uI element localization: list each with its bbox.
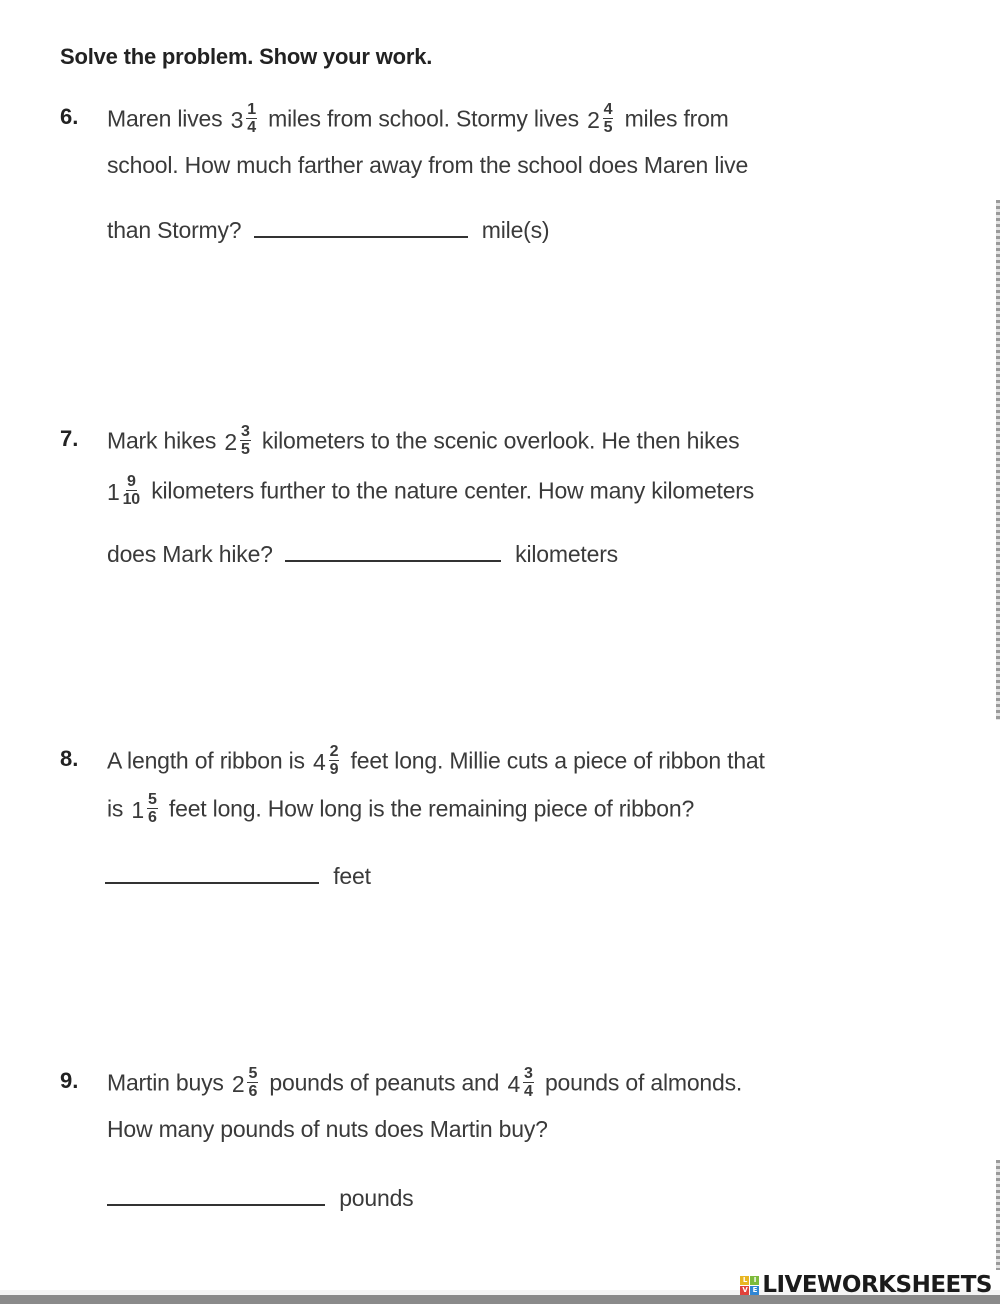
answer-line [105,862,371,890]
whole-part: 2 [587,107,600,133]
mixed-number [224,423,253,459]
problem-text-line [107,791,695,827]
brand-name: LIVEWORKSHEETS [762,1272,992,1298]
problem-number: 9. [60,1068,79,1093]
numerator: 5 [248,1065,258,1082]
fraction [240,424,251,457]
mixed-number [231,1065,261,1101]
numerator: 9 [126,473,136,490]
numerator: 3 [241,423,250,440]
fraction [247,1066,258,1099]
denominator: 9 [329,761,339,778]
problem-number: 7. [60,426,79,451]
problem-text: miles from school. Stormy lives [268,105,579,132]
answer-blank-9[interactable] [107,1184,325,1206]
whole-part: 1 [107,479,120,505]
mixed-number [107,473,143,509]
whole-part: 1 [131,797,145,823]
problem-text: A length of ribbon is [107,747,305,774]
denominator: 4 [247,119,256,136]
logo-letter: I [750,1276,759,1285]
answer-prompt: than Stormy? [107,217,242,243]
problem-number: 8. [60,746,79,771]
denominator: 6 [148,809,157,826]
problem-text-line [107,423,740,459]
logo-letter: V [740,1286,749,1295]
mixed-number [230,101,260,137]
numerator: 3 [524,1065,533,1082]
problem-text: kilometers to the scenic overlook. He then hikes [261,427,740,454]
problem-text-line [107,101,729,137]
denominator: 6 [248,1083,258,1100]
numerator: 2 [329,743,339,760]
page-edge-marks [996,200,1000,720]
answer-blank-6[interactable] [254,216,468,238]
mixed-number [587,101,616,137]
fraction [523,1066,534,1099]
numerator: 4 [603,101,613,118]
answer-line [107,1184,413,1212]
denominator: 5 [603,119,613,136]
problem-text-line [107,743,765,779]
fraction [123,474,140,507]
fraction [147,792,158,825]
problem-text: pounds of almonds. [544,1069,743,1096]
mixed-number [313,743,342,779]
answer-unit: mile(s) [481,217,550,243]
answer-prompt: does Mark hike? [107,541,273,567]
denominator: 4 [524,1083,533,1100]
mixed-number [131,791,160,827]
fraction [329,744,340,777]
problem-text: kilometers further to the nature center. How many kilometers [151,477,755,504]
problem-text: Maren lives [107,105,223,132]
page-edge-marks [996,1160,1000,1270]
answer-unit: kilometers [515,541,618,567]
problem-text: pounds of peanuts and [269,1069,500,1096]
logo-letter: L [740,1276,749,1285]
answer-line [107,216,549,244]
liveworksheets-logo[interactable] [740,1272,992,1298]
numerator: 5 [148,791,157,808]
logo-letter: E [750,1286,759,1295]
mixed-number [507,1065,536,1101]
instructions-heading: Solve the problem. Show your work. [60,44,433,69]
answer-blank-7[interactable] [285,540,501,562]
problem-text-line [105,473,755,509]
problem-text-line: How many pounds of nuts does Martin buy? [107,1116,548,1142]
fraction [246,102,257,135]
fraction [603,102,614,135]
problem-text: Martin buys [107,1069,224,1096]
answer-unit: feet [333,863,371,889]
problem-text-line: school. How much farther away from the school does Maren live [107,152,749,178]
denominator: 10 [122,491,140,508]
problem-text: Mark hikes [107,427,217,454]
whole-part: 2 [231,1071,245,1097]
answer-line [107,540,618,568]
problem-number: 6. [60,104,79,129]
problem-text: feet long. Millie cuts a piece of ribbon that [350,747,765,774]
answer-unit: pounds [339,1185,414,1211]
problem-text-line [107,1065,743,1101]
denominator: 5 [241,441,250,458]
numerator: 1 [247,101,256,118]
whole-part: 2 [224,429,237,455]
whole-part: 3 [230,107,244,133]
problem-text: feet long. How long is the remaining piece of ribbon? [168,795,695,822]
problem-text: is [107,795,124,822]
answer-blank-8[interactable] [105,862,319,884]
whole-part: 4 [507,1071,521,1097]
problem-text: miles from [624,105,729,132]
whole-part: 4 [313,749,326,775]
liveworksheets-mark-icon [740,1276,759,1295]
